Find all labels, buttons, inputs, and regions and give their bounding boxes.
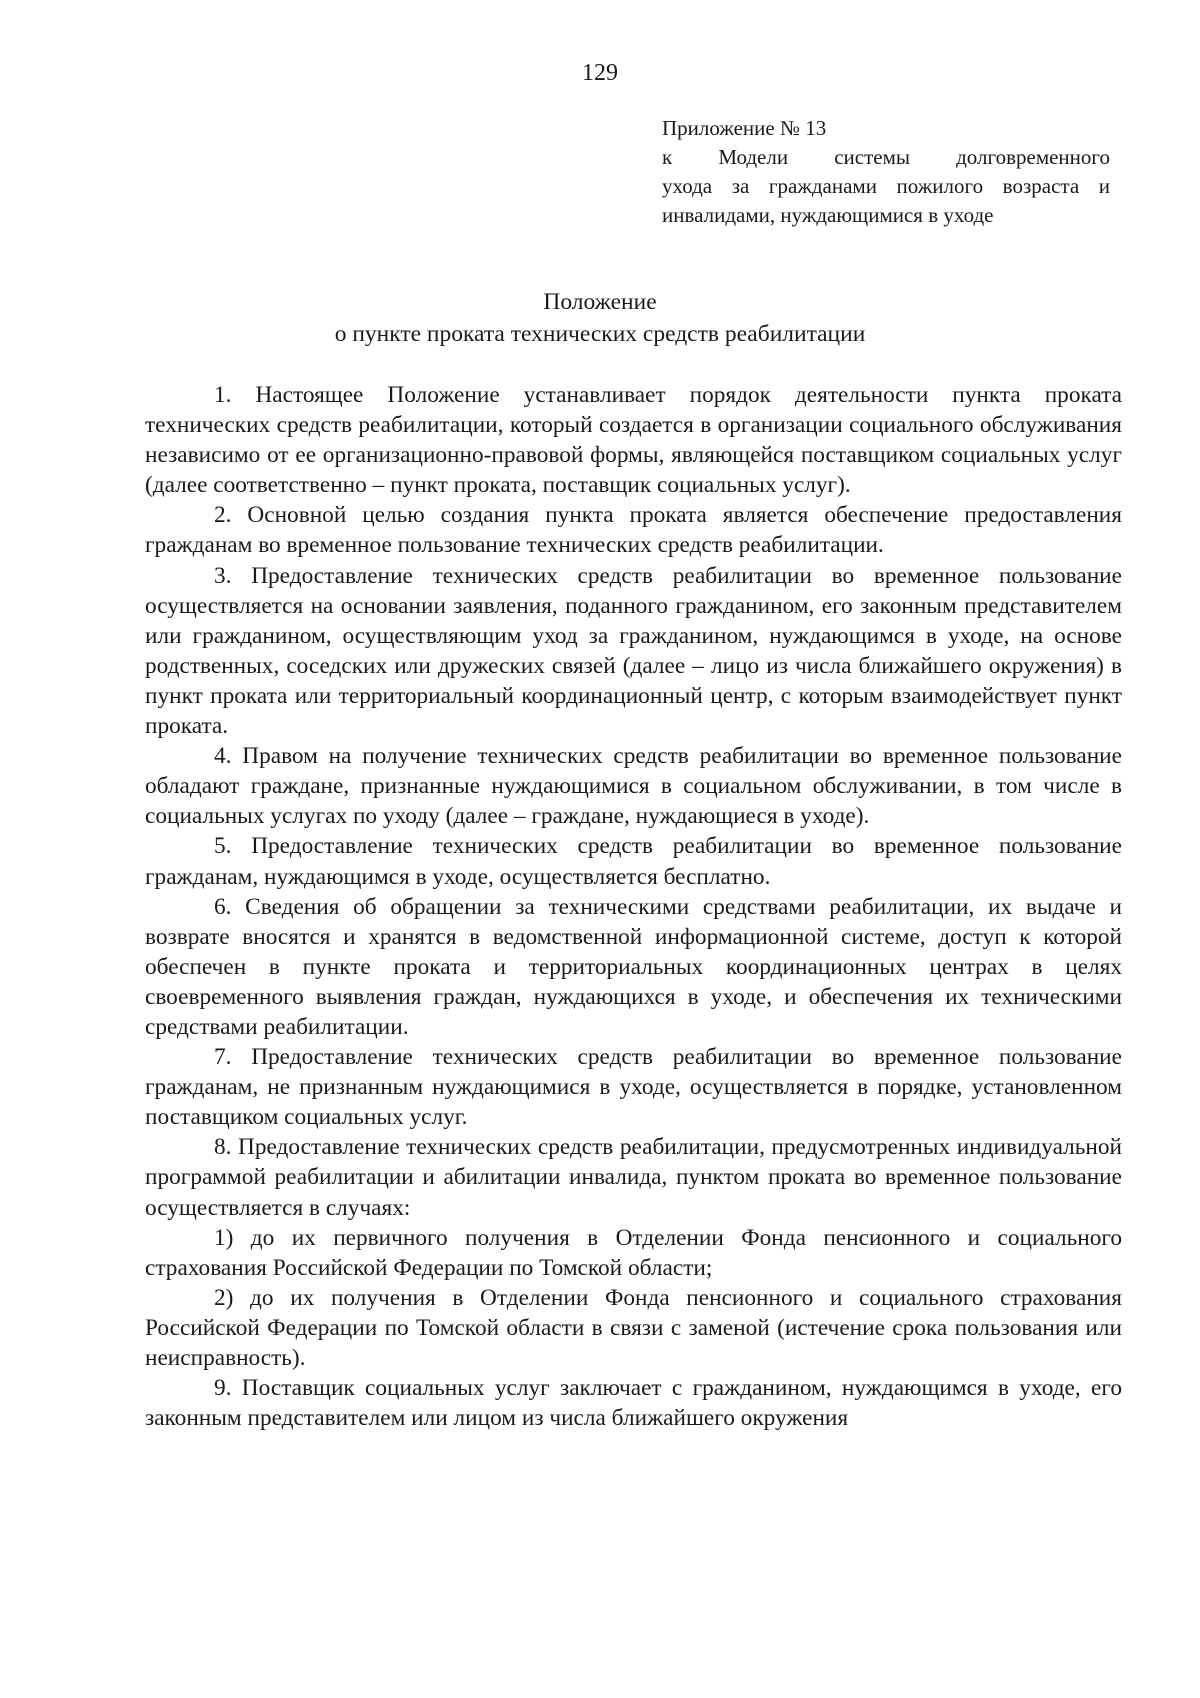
paragraph-5: 5. Предоставление технических средств реабилитации во временное пользование гражданам, нуждающимся в уходе, осуществляется бесплатно. <box>145 833 1122 890</box>
appendix-line-2: к Модели системы долговременного <box>662 145 1110 169</box>
paragraph-2: 2. Основной целью создания пункта проката является обеспечение предоставления гражданам во временное пользование технических средств реабилитации. <box>145 502 1122 559</box>
title-line-2: о пункте проката технических средств реабилитации <box>334 321 866 347</box>
appendix-line-3: ухода за гражданами пожилого возраста и <box>662 174 1110 198</box>
document-title <box>0 286 1200 350</box>
paragraph-6: 6. Сведения об обращении за техническими средствами реабилитации, их выдаче и возврате вносятся и хранятся в ведомственной информационной системе, доступ к которой обеспечен в пункте проката и территориальных координационных центрах в целях своевременного выявления граждан, нуждающихся в уходе, и обеспечения их техническими средствами реабилитации. <box>145 893 1122 1040</box>
paragraph-7: 7. Предоставление технических средств реабилитации во временное пользование гражданам, не признанным нуждающимися в уходе, осуществляется в порядке, установленном поставщиком социальных услуг. <box>145 1044 1122 1131</box>
document-body <box>145 380 1122 1433</box>
paragraph-4: 4. Правом на получение технических средств реабилитации во временное пользование обладают граждане, признанные нуждающимися в социальном обслуживании, в том числе в социальных услугах по уходу (далее – граждане, нуждающиеся в уходе). <box>145 743 1122 830</box>
paragraph-9: 9. Поставщик социальных услуг заключает с гражданином, нуждающимся в уходе, его законным представителем или лицом из числа ближайшего окружения <box>145 1375 1122 1432</box>
paragraph-3: 3. Предоставление технических средств реабилитации во временное пользование осуществляется на основании заявления, поданного гражданином, его законным представителем или гражданином, осуществляющим уход за гражданином, нуждающимся в уходе, на основе родственных, соседских или дружеских связей (далее – лицо из числа ближайшего окружения) в пункт проката или территориальный координационный центр, с которым взаимодействует пункт проката. <box>145 562 1122 740</box>
paragraph-8-item-1: 1) до их первичного получения в Отделении Фонда пенсионного и социального страхования Российской Федерации по Томской области; <box>145 1224 1122 1281</box>
paragraph-8-item-2: 2) до их получения в Отделении Фонда пенсионного и социального страхования Российской Федерации по Томской области в связи с заменой (истечение срока пользования или неисправность). <box>145 1284 1122 1371</box>
paragraph-8: 8. Предоставление технических средств реабилитации, предусмотренных индивидуальной программой реабилитации и абилитации инвалида, пунктом проката во временное пользование осуществляется в случаях: <box>145 1134 1122 1221</box>
appendix-block <box>662 114 1110 230</box>
paragraph-1: 1. Настоящее Положение устанавливает порядок деятельности пункта проката технических средств реабилитации, который создается в организации социального обслуживания независимо от ее организационно-правовой формы, являющейся поставщиком социальных услуг (далее соответственно – пункт проката, поставщик социальных услуг). <box>145 382 1122 499</box>
page-number: 129 <box>582 60 618 86</box>
title-line-1: Положение <box>543 289 657 315</box>
appendix-line-1: Приложение № 13 <box>662 116 827 140</box>
appendix-line-4: инвалидами, нуждающимися в уходе <box>662 203 994 227</box>
